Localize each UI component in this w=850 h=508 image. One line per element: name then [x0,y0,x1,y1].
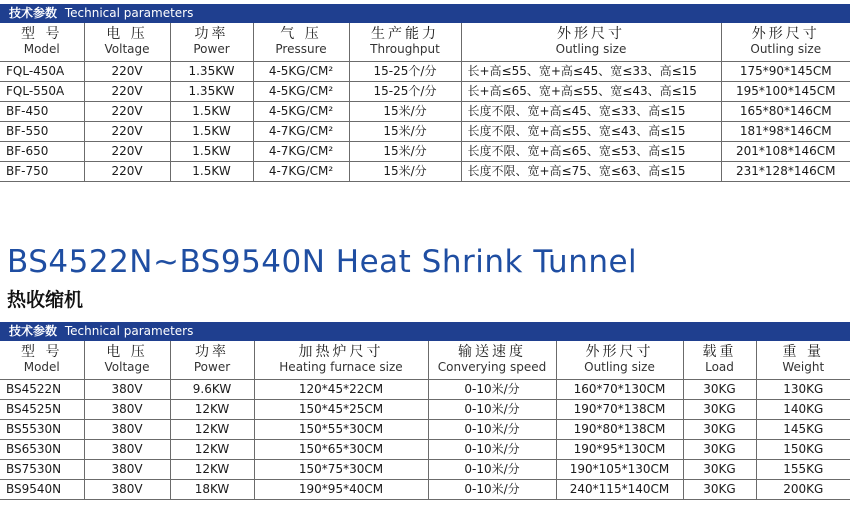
table-cell: 0-10米/分 [428,480,556,500]
column-header-en: Throughput [370,42,440,56]
column-header-en: Power [193,360,231,374]
column-header-cn: 加热炉尺寸 [298,344,384,360]
table1-bar-en: Technical parameters [64,6,194,20]
column-header-en: Outling size [555,42,627,56]
table-cell: 长+高≤65、宽+高≤55、宽≤43、高≤15 [461,82,721,102]
table-row [0,162,850,182]
table-cell: 120*45*22CM [254,380,428,400]
table-cell: FQL-450A [0,62,84,82]
column-header [721,23,850,62]
column-header [254,341,428,380]
table-row [0,122,850,142]
table-cell: BF-750 [0,162,84,182]
column-header-en: Converying speed [437,360,547,374]
table1-spec-table [0,23,850,182]
column-header-cn: 外形尺寸 [751,26,820,42]
table-cell: 220V [84,102,170,122]
column-header-cn: 外形尺寸 [557,26,625,42]
table2-bar-cn: 技术参数 [9,324,58,338]
table-cell: 4-5KG/CM² [253,62,349,82]
column-header-cn: 型 号 [21,344,63,360]
table-cell: 1.5KW [170,142,253,162]
table-cell: 长度不限、宽+高≤45、宽≤33、高≤15 [461,102,721,122]
table-cell: FQL-550A [0,82,84,102]
table-cell: 15-25个/分 [349,62,461,82]
table-cell: 201*108*146CM [721,142,850,162]
table-cell: 190*80*138CM [556,420,683,440]
table-cell: 长+高≤55、宽+高≤45、宽≤33、高≤15 [461,62,721,82]
table-cell: 18KW [170,480,254,500]
table-cell: 30KG [683,400,756,420]
column-header-cn: 电 压 [106,344,148,360]
table-cell: 380V [84,460,170,480]
table-cell: 1.5KW [170,122,253,142]
table-cell: 0-10米/分 [428,380,556,400]
table-cell: 长度不限、宽+高≤75、宽≤63、高≤15 [461,162,721,182]
column-header [170,23,253,62]
table-cell: 1.35KW [170,62,253,82]
table-cell: BS7530N [0,460,84,480]
column-header-cn: 气 压 [280,26,322,42]
table-cell: BS9540N [0,480,84,500]
column-header-cn: 电 压 [106,26,148,42]
table-cell: 1.35KW [170,82,253,102]
column-header-en: Heating furnace size [279,360,403,374]
table-cell: 195*100*145CM [721,82,850,102]
table-cell: 12KW [170,420,254,440]
table-cell: 380V [84,480,170,500]
table-cell: 220V [84,82,170,102]
table-cell: 1.5KW [170,162,253,182]
table-cell: 190*105*130CM [556,460,683,480]
table-cell: 长度不限、宽+高≤55、宽≤43、高≤15 [461,122,721,142]
table-cell: 380V [84,380,170,400]
table-cell: 30KG [683,460,756,480]
table-row [0,440,850,460]
table-cell: 30KG [683,440,756,460]
table-cell: 150*75*30CM [254,460,428,480]
table-row [0,82,850,102]
table-cell: 155KG [756,460,850,480]
section-subtitle: 热收缩机 [7,289,84,311]
column-header [84,341,170,380]
table-cell: 181*98*146CM [721,122,850,142]
table-cell: 15米/分 [349,102,461,122]
table-cell: 4-7KG/CM² [253,142,349,162]
column-header-en: Weight [782,360,825,374]
table-cell: 220V [84,162,170,182]
table-cell: 15米/分 [349,142,461,162]
column-header-cn: 外形尺寸 [585,344,654,360]
table-cell: 150*45*25CM [254,400,428,420]
column-header-en: Outling size [584,360,655,374]
column-header [0,341,84,380]
table-cell: 190*95*130CM [556,440,683,460]
table-cell: 4-5KG/CM² [253,82,349,102]
table-cell: 0-10米/分 [428,440,556,460]
table-cell: 220V [84,142,170,162]
column-header-en: Voltage [104,360,150,374]
table-cell: 160*70*130CM [556,380,683,400]
column-header-en: Load [705,360,734,374]
column-header [0,23,84,62]
table-cell: BS4525N [0,400,84,420]
table-cell: 190*95*40CM [254,480,428,500]
table-cell: 15-25个/分 [349,82,461,102]
table-cell: 380V [84,420,170,440]
table-cell: 15米/分 [349,122,461,142]
table-cell: 140KG [756,400,850,420]
table-cell: BS6530N [0,440,84,460]
table-cell: BF-550 [0,122,84,142]
column-header [756,341,850,380]
table2-header-bar [0,322,850,341]
column-header [349,23,461,62]
column-header-en: Model [23,360,60,374]
table-cell: 165*80*146CM [721,102,850,122]
table1-bar-cn: 技术参数 [9,6,58,20]
column-header-en: Outling size [750,42,822,56]
column-header-cn: 型 号 [21,26,63,42]
table-cell: 150*65*30CM [254,440,428,460]
table-row [0,480,850,500]
table-cell: 1.5KW [170,102,253,122]
table-cell: 175*90*145CM [721,62,850,82]
table-cell: 240*115*140CM [556,480,683,500]
table-cell: 12KW [170,440,254,460]
table-cell: 4-7KG/CM² [253,162,349,182]
column-header-cn: 功率 [194,26,229,42]
table2-spec-table [0,341,850,500]
table-cell: 长度不限、宽+高≤65、宽≤53、高≤15 [461,142,721,162]
table-cell: 190*70*138CM [556,400,683,420]
table-cell: 4-7KG/CM² [253,122,349,142]
table-cell: 9.6KW [170,380,254,400]
column-header-cn: 载重 [702,344,737,360]
table-row [0,420,850,440]
table-cell: BF-450 [0,102,84,122]
column-header [253,23,349,62]
table-cell: BS5530N [0,420,84,440]
column-header-cn: 重 量 [782,344,824,360]
column-header-cn: 功率 [195,344,229,360]
table-cell: 150*55*30CM [254,420,428,440]
table-cell: 30KG [683,480,756,500]
table-row [0,62,850,82]
column-header-cn: 生产能力 [371,26,439,42]
table-cell: 0-10米/分 [428,400,556,420]
table-cell: 200KG [756,480,850,500]
column-header-cn: 输送速度 [458,344,526,360]
table1-header-row [0,23,850,62]
table-cell: 30KG [683,380,756,400]
table-cell: 150KG [756,440,850,460]
column-header-en: Model [23,42,60,56]
table-row [0,460,850,480]
table-row [0,380,850,400]
column-header-en: Voltage [104,42,150,56]
table-row [0,400,850,420]
table2-bar-en: Technical parameters [64,324,194,338]
table-cell: 231*128*146CM [721,162,850,182]
column-header [170,341,254,380]
table-row [0,142,850,162]
table-cell: BS4522N [0,380,84,400]
table-cell: 0-10米/分 [428,420,556,440]
column-header-en: Pressure [275,42,327,56]
column-header [556,341,683,380]
table-cell: 220V [84,122,170,142]
table-cell: 145KG [756,420,850,440]
table-cell: 4-5KG/CM² [253,102,349,122]
column-header [683,341,756,380]
table-cell: 380V [84,440,170,460]
column-header [461,23,721,62]
table-cell: 130KG [756,380,850,400]
column-header-en: Power [193,42,230,56]
table-cell: 30KG [683,420,756,440]
table-cell: 0-10米/分 [428,460,556,480]
table1-header-bar [0,4,850,23]
column-header [84,23,170,62]
table-cell: 15米/分 [349,162,461,182]
table-cell: 12KW [170,400,254,420]
table-row [0,102,850,122]
column-header [428,341,556,380]
table-cell: 220V [84,62,170,82]
table-cell: 380V [84,400,170,420]
section-title: BS4522N~BS9540N Heat Shrink Tunnel [7,244,638,280]
table-cell: BF-650 [0,142,84,162]
table2-header-row [0,341,850,380]
table-cell: 12KW [170,460,254,480]
